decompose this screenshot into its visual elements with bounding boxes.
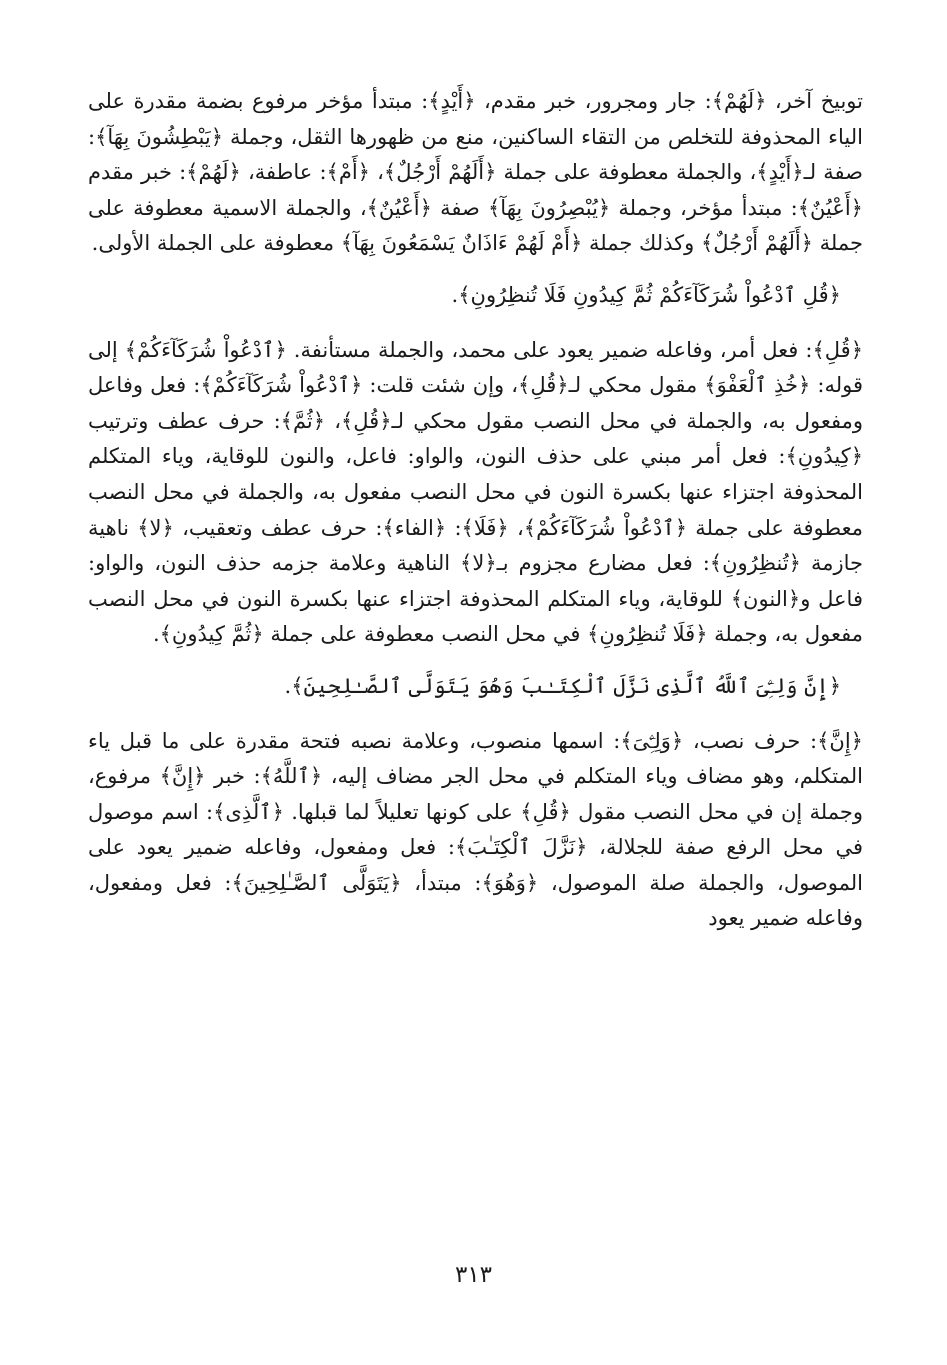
paragraph-2: ﴿قُلِ﴾: فعل أمر، وفاعله ضمير يعود على محمد، والجملة مستأنفة. ﴿ٱدْعُواْ شُرَكَآءَكُمْ﴾ إلى قوله: ﴿خُذِ ٱلْعَفْوَ﴾ مقول محكي لـ﴿قُلِ﴾، وإن شئت قلت: ﴿ٱدْعُواْ شُرَكَآءَكُمْ﴾: فعل وفاعل ومفعول به، والجملة في محل النصب مقول محكي لـ﴿قُلِ﴾، ﴿ثُمَّ﴾: حرف عطف وترتيب ﴿كِيدُونِ﴾: فعل أمر مبني على حذف النون، والواو: فاعل، والنون للوقاية، وياء المتكلم المحذوفة اجتزاء عنها بكسرة النون في محل النصب مفعول به، والجملة في محل النصب معطوفة على جملة ﴿ٱدْعُواْ شُرَكَآءَكُمْ﴾، ﴿فَلَا﴾: ﴿الفاء﴾: حرف عطف وتعقيب، ﴿لا﴾ ناهية جازمة ﴿تُنظِرُونِ﴾: فعل مضارع مجزوم بـ﴿لا﴾ الناهية وعلامة جزمه حذف النون، والواو: فاعل و﴿النون﴾ للوقاية، وياء المتكلم المحذوفة اجتزاء عنها بكسرة النون في محل النصب مفعول به، وجملة ﴿فَلَا تُنظِرُونِ﴾ في محل النصب معطوفة على جملة ﴿ثُمَّ كِيدُونِ﴾. xyxy=(88,337,863,647)
paragraph-3: ﴿إِنَّ﴾: حرف نصب، ﴿وَلِـِّۧىَ﴾: اسمها منصوب، وعلامة نصبه فتحة مقدرة على ما قبل ياء المتكلم، وهو مضاف وياء المتكلم في محل الجر مضاف إليه، ﴿ٱللَّهُ﴾: خبر ﴿إِنَّ﴾ مرفوع، وجملة إن في محل النصب مقول ﴿قُلِ﴾ على كونها تعليلاً لما قبلها. ﴿ٱلَّذِى﴾: اسم موصول في محل الرفع صفة للجلالة، ﴿نَزَّلَ ٱلْكِتَـٰبَ﴾: فعل ومفعول، وفاعله ضمير يعود على الموصول، والجملة صلة الموصول، ﴿وَهُوَ﴾: مبتدأ، ﴿يَتَوَلَّى ٱلصَّـٰلِحِينَ﴾: فعل ومفعول، وفاعله ضمير يعود xyxy=(88,728,863,931)
paragraph-1: توبيخ آخر، ﴿لَهُمْ﴾: جار ومجرور، خبر مقدم، ﴿أَيْدٍ﴾: مبتدأ مؤخر مرفوع بضمة مقدرة على الياء المحذوفة للتخلص من التقاء الساكنين، منع من ظهورها الثقل، وجملة ﴿يَبْطِشُونَ بِهَآ﴾: صفة لـ﴿أَيْدٍ﴾، والجملة معطوفة على جملة ﴿أَلَهُمْ أَرْجُلٌ﴾، ﴿أَمْ﴾: عاطفة، ﴿لَهُمْ﴾: خبر مقدم ﴿أَعْيُنٌ﴾: مبتدأ مؤخر، وجملة ﴿يُبْصِرُونَ بِهَآ﴾ صفة ﴿أَعْيُنٌ﴾، والجملة الاسمية معطوفة على جملة ﴿أَلَهُمْ أَرْجُلٌ﴾ وكذلك جملة ﴿أَمْ لَهُمْ ءَاذَانٌ يَسْمَعُونَ بِهَآ﴾ معطوفة على الجملة الأولى. xyxy=(88,89,863,256)
page-body xyxy=(88,84,863,937)
verse-line-2: ﴿إِنَّ وَلِـِّۧىَ ٱللَّهُ ٱلَّذِى نَزَّلَ ٱلْكِتَـٰبَ وَهُوَ يَتَوَلَّى ٱلصَّـٰلِحِينَ﴾. xyxy=(284,673,841,698)
page-number: ٣١٣ xyxy=(454,1262,493,1288)
verse-line-1: ﴿قُلِ ٱدْعُواْ شُرَكَآءَكُمْ ثُمَّ كِيدُونِ فَلَا تُنظِرُونِ﴾. xyxy=(451,282,841,307)
